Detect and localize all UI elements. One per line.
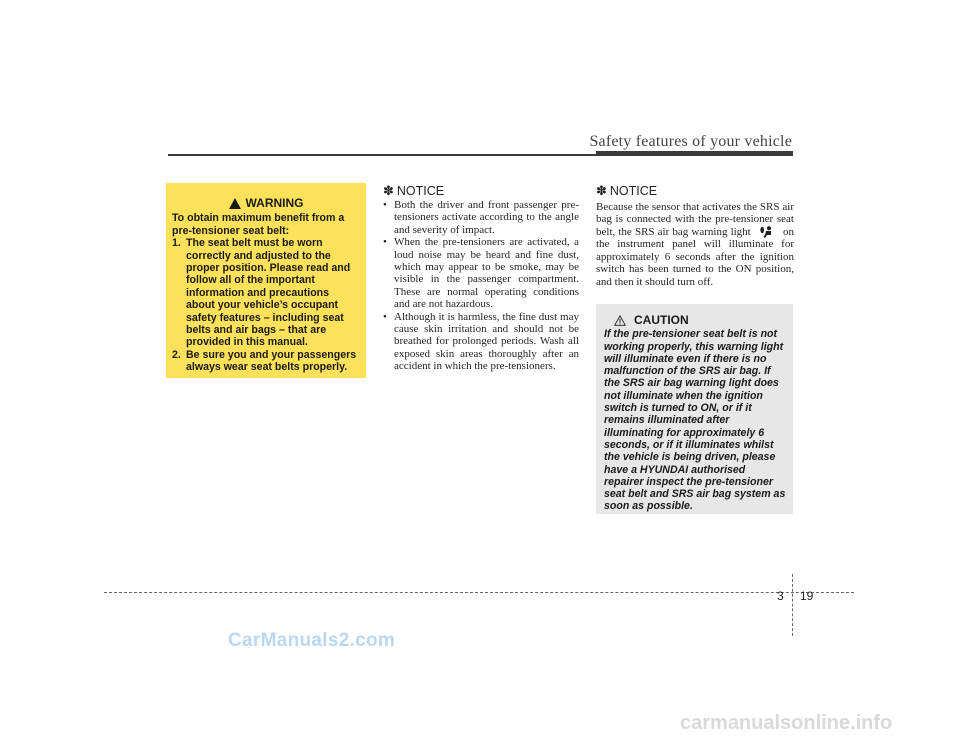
bullet-icon: • xyxy=(383,236,387,249)
notice-text-after: on the instrument panel will illuminate for approximately 6 seconds after the ignition switch has been turned to the ON position, and then it should turn off. xyxy=(596,225,795,288)
caution-heading-row xyxy=(614,314,787,326)
notice-column-2 xyxy=(596,183,794,288)
warning-box xyxy=(166,183,366,378)
notice-heading-row xyxy=(383,183,579,199)
caution-box xyxy=(596,304,793,514)
warning-item-number: 1. xyxy=(172,237,181,250)
warning-item xyxy=(172,349,360,374)
warning-item-text: The seat belt must be worn correctly and adjusted to the proper position. Please read and follow all of the important information and precautions about your vehicle’s occupant safety features – including seat belts and air bags – that are provided in this manual. xyxy=(186,237,351,349)
chapter-number: 3 xyxy=(777,589,784,603)
watermark-right: carmanualsonline.info xyxy=(680,712,893,734)
list-item-text: Both the driver and front passenger pre-tensioners activate according to the angle and severity of impact. xyxy=(394,199,579,236)
list-item xyxy=(383,311,579,373)
page-number: 19 xyxy=(800,589,814,603)
notice-column-1 xyxy=(383,183,579,373)
bullet-icon: • xyxy=(383,199,387,211)
bullet-icon: • xyxy=(383,310,387,323)
warning-item xyxy=(172,237,360,349)
airbag-warning-icon xyxy=(760,226,774,238)
list-item-text: Although it is harmless, the fine dust may cause skin irritation and should not be breathed for prolonged periods. Wash all exposed skin areas thoroughly after an accident in which the pre-tensioners. xyxy=(394,310,579,373)
warning-item-number: 2. xyxy=(172,348,181,361)
list-item xyxy=(383,236,579,310)
footer-dashed-divider xyxy=(792,574,793,636)
caution-text: If the pre-tensioner seat belt is not working properly, this warning light will illuminate even if there is no malfunction of the SRS air bag. If the SRS air bag warning light does not illuminate when the ignition switch is turned to ON, or if it remains illuminated after illuminating for approximately 6 seconds, or if it illuminates whilst the vehicle is being driven, please have a HYUNDAI authorised repairer inspect the pre-tensioner seat belt and SRS air bag system as soon as possible. xyxy=(604,328,786,513)
notice-heading-row xyxy=(596,183,794,199)
notice-body xyxy=(596,201,794,288)
list-item-text: When the pre-tensioners are activated, a loud noise may be heard and fine dust, which may appear to be smoke, may be visible in the passenger compartment. These are normal operating conditions and are not hazardous. xyxy=(394,236,579,311)
warning-icon xyxy=(229,198,241,209)
notice-text-before: Because the sensor that activates the SRS air bag is connected with the pre-tensioner seat belt, the SRS air bag warning light xyxy=(596,201,794,238)
caution-heading: CAUTION xyxy=(634,313,689,327)
warning-heading-row xyxy=(172,197,360,209)
notice-heading: NOTICE xyxy=(396,184,445,198)
warning-item-text: Be sure you and your passengers always wear seat belts properly. xyxy=(186,348,357,374)
notice-star-icon: ✽ xyxy=(383,183,394,198)
notice-heading: NOTICE xyxy=(609,184,658,198)
header-rule-accent xyxy=(596,151,793,156)
warning-heading: WARNING xyxy=(245,196,304,210)
warning-intro: To obtain maximum benefit from a pre-tensioner seat belt: xyxy=(172,212,345,237)
notice-star-icon: ✽ xyxy=(596,183,607,198)
watermark-left: CarManuals2.com xyxy=(228,630,396,651)
footer-dashed-rule xyxy=(104,592,854,593)
section-title: Safety features of your vehicle xyxy=(589,133,792,150)
list-item xyxy=(383,199,579,236)
caution-icon xyxy=(614,315,626,326)
